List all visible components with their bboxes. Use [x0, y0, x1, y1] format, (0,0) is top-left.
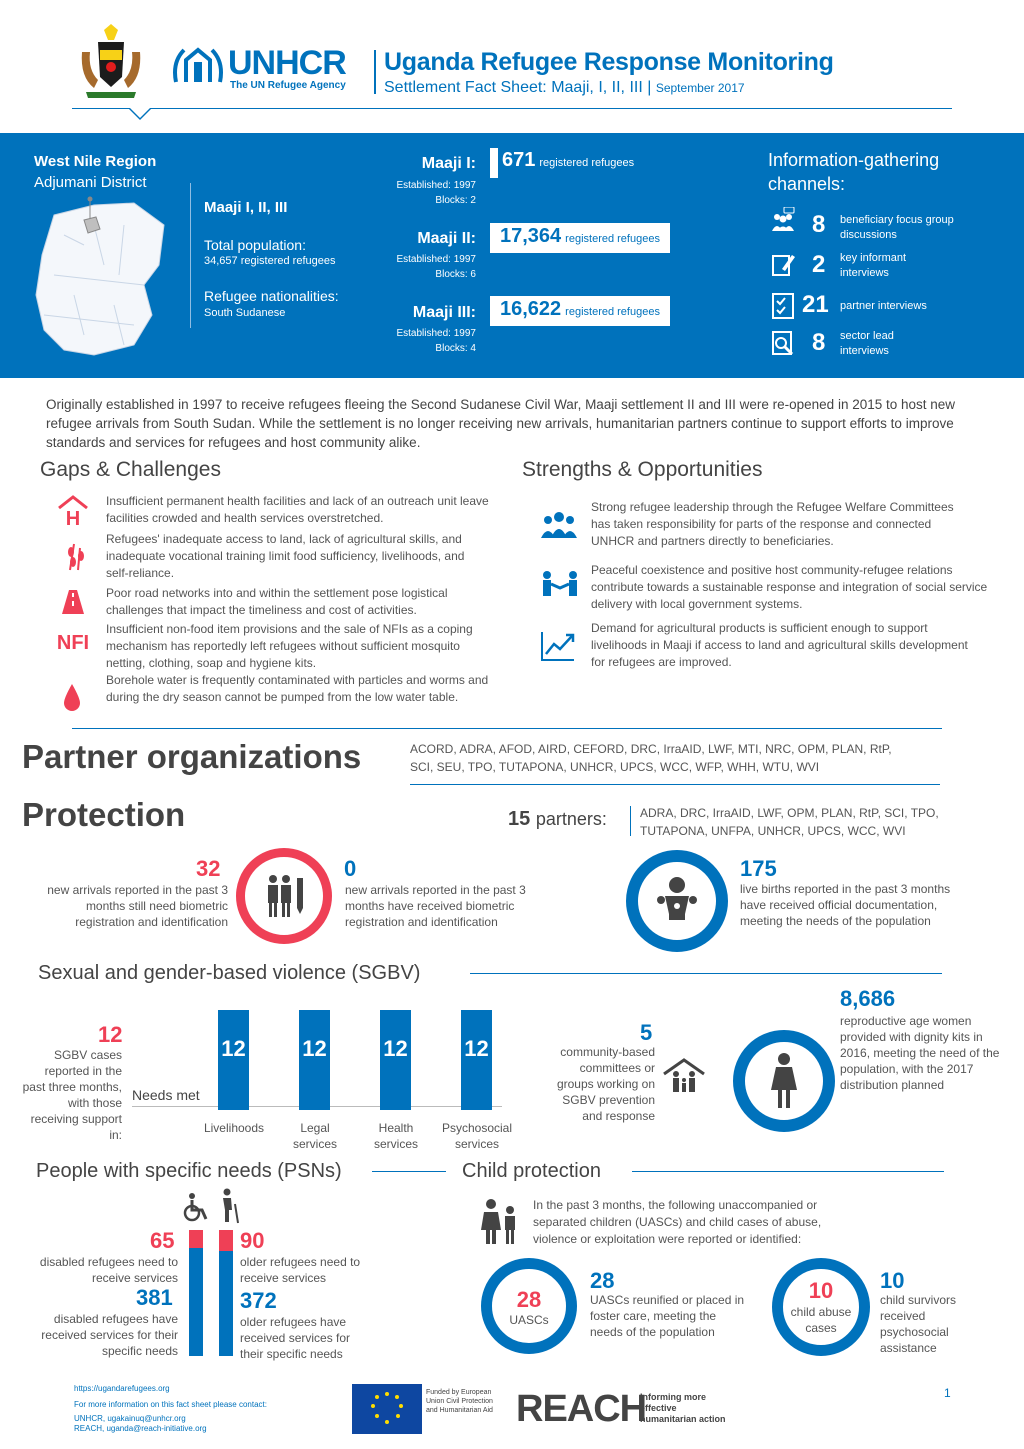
nationalities-label: Refugee nationalities:	[204, 288, 339, 304]
nationalities-value: South Sudanese	[204, 307, 286, 319]
channel-4-label: sector lead interviews	[840, 330, 894, 357]
disabled-received-text: disabled refugees have received services for their specific needs	[41, 1312, 178, 1358]
unhcr-wordmark: UNHCR	[228, 44, 346, 82]
sgbv-rule	[470, 973, 942, 974]
psn-title: People with specific needs (PSNs)	[36, 1160, 342, 1182]
elderly-need-number: 90	[240, 1228, 265, 1253]
district-name: Adjumani District	[34, 174, 147, 191]
settlement-2-established: Established: 1997	[396, 254, 476, 265]
elderly-received-number: 372	[240, 1288, 277, 1313]
settlement-1-pop: 671 registered refugees	[502, 149, 635, 171]
channel-3-num: 21	[802, 291, 829, 318]
women-text: reproductive age women provided with dignity kits in 2016, meeting the need of the population, with the 2017 distribution planned	[840, 1014, 1000, 1092]
settlement-1-name: Maaji I:	[421, 155, 476, 172]
settlement-2-blocks: Blocks: 6	[435, 269, 476, 280]
gap-item-1: Insufficient permanent health facilities and lack of an outreach unit leave facilities crowded and health services overstretched.	[106, 494, 489, 525]
channel-2-label: key informant interviews	[840, 252, 907, 279]
sgbv-bar-1: 12	[218, 1010, 249, 1110]
needs-met-label: Needs met	[132, 1087, 200, 1103]
header-caret-inner	[130, 108, 150, 118]
abuse-number: 10	[808, 1278, 834, 1303]
uganda-coat-of-arms	[76, 22, 146, 102]
abuse-result-number: 10	[880, 1268, 905, 1293]
gap-item-4: Insufficient non-food item provisions and the sale of NFIs as a coping mechanism has reportedly left refugees without sufficient mosquito netting, clothing, soap and hygiene kits.	[106, 622, 473, 670]
gap-item-2: Refugees' inadequate access to land, lack of agricultural skills, and inadequate vocational training limit food sufficiency, livelihoods, and self-reliance.	[106, 532, 465, 580]
people-pen-icon	[264, 874, 308, 920]
footer-url[interactable]: https://ugandarefugees.org	[74, 1384, 170, 1393]
nfi-icon: NFI	[56, 632, 90, 654]
channel-2-num: 2	[812, 251, 826, 278]
settlement-name: Maaji I, II, III	[204, 199, 288, 216]
sgbv-groups-number: 5	[640, 1020, 653, 1045]
footer-contact-reach[interactable]: REACH, uganda@reach-initiative.org	[74, 1424, 207, 1433]
header-rule	[72, 108, 952, 109]
settlement-1-blocks: Blocks: 2	[435, 195, 476, 206]
strength-item-1: Strong refugee leadership through the Refugee Welfare Committees has taken responsibility for parts of the response and connected UNHCR and partners directly to beneficiaries.	[591, 500, 954, 548]
strength-item-2: Peaceful coexistence and positive host community-refugee relations contribute towards a sustainable response and integration of social service delivery with local government systems.	[591, 563, 988, 611]
stat-2-text: new arrivals reported in the past 3 months have received biometric registration and identification	[345, 883, 526, 929]
total-pop-label: Total population:	[204, 237, 306, 253]
disabled-received-number: 381	[136, 1285, 173, 1310]
clipboard-pen-icon	[770, 251, 796, 277]
settlement-2-pop: 17,364 registered refugees	[490, 223, 670, 253]
settlement-1-established: Established: 1997	[396, 180, 476, 191]
settlement-3-established: Established: 1997	[396, 328, 476, 339]
checklist-icon	[770, 291, 796, 319]
uasc-result-text: UASCs reunified or placed in foster care, meeting the needs of the population	[590, 1293, 745, 1339]
sgbv-bar-label-2: Legal services	[292, 1121, 337, 1151]
uganda-map	[24, 195, 174, 365]
channels-title: Information-gathering channels:	[768, 150, 940, 194]
channel-1-num: 8	[812, 211, 826, 238]
stat-3-text: live births reported in the past 3 months have received official documentation, meeting the needs of the population	[740, 882, 951, 928]
sgbv-bar-label-4: Psychosocial services	[441, 1121, 513, 1151]
psn-rule	[372, 1171, 446, 1172]
sgbv-groups-text: community-based committees or groups working on SGBV prevention and response	[556, 1045, 655, 1123]
strengths-title: Strengths & Opportunities	[522, 458, 763, 481]
unhcr-logo	[170, 42, 365, 94]
partners-title: Partner organizations	[22, 738, 362, 775]
women-number: 8,686	[840, 986, 896, 1011]
page-subtitle: Settlement Fact Sheet: Maaji, I, II, III | September 2017	[384, 79, 745, 96]
disabled-need-text: disabled refugees need to receive services	[39, 1255, 178, 1285]
community-icon	[540, 510, 578, 540]
channel-4-num: 8	[812, 329, 826, 356]
section-rule-1	[72, 728, 942, 729]
abuse-label: child abuse cases	[790, 1305, 852, 1335]
sgbv-bar-2: 12	[299, 1010, 330, 1110]
sgbv-bar-label-3: Health services	[373, 1121, 418, 1151]
gap-item-3: Poor road networks into and within the settlement pose logistical challenges that impact the timeliness and cost of activities.	[106, 586, 448, 617]
reach-logo: REACH	[516, 1388, 647, 1430]
water-drop-icon	[62, 682, 82, 712]
uasc-result-number: 28	[590, 1268, 615, 1293]
child-rule	[632, 1171, 944, 1172]
svg-text:H: H	[65, 508, 81, 528]
stat-1-number: 32	[196, 856, 221, 881]
channel-1-label: beneficiary focus group discussions	[840, 214, 954, 241]
elderly-bar	[219, 1230, 233, 1356]
handshake-icon	[540, 570, 580, 598]
sgbv-title: Sexual and gender-based violence (SGBV)	[38, 962, 421, 984]
elderly-icon	[218, 1188, 240, 1224]
child-title: Child protection	[462, 1160, 601, 1182]
hospital-icon	[56, 494, 90, 528]
protection-divider	[630, 806, 631, 836]
road-icon	[58, 588, 88, 614]
protection-partners-count: 15 partners:	[508, 808, 607, 830]
partners-list: ACORD, ADRA, AFOD, AIRD, CEFORD, DRC, IrraAID, LWF, MTI, NRC, OPM, PLAN, RtP, SCI, SEU, TPO, TUTAPONA, UNHCR, UPCS, WCC, WFP, WHH, WTU, WVI	[410, 742, 892, 774]
stat-1-text: new arrivals reported in the past 3 months still need biometric registration and identification	[47, 883, 228, 929]
disabled-need-number: 65	[150, 1228, 175, 1253]
uasc-label: UASCs	[509, 1313, 549, 1327]
protection-partners-list: ADRA, DRC, IrraAID, LWF, OPM, PLAN, RtP, SCI, TPO, TUTAPONA, UNFPA, UNHCR, UPCS, WCC, WVI	[640, 806, 939, 838]
uasc-number: 28	[516, 1287, 542, 1312]
overview-band	[0, 133, 1024, 378]
sgbv-cases-text: SGBV cases reported in the past three months, with those receiving support in:	[22, 1048, 122, 1142]
abuse-result-text: child survivors received psychosocial assistance	[880, 1293, 957, 1355]
band-divider	[190, 183, 191, 328]
elderly-received-text: older refugees have received services for their specific needs	[240, 1315, 351, 1361]
disabled-bar	[189, 1230, 203, 1356]
stat-2-number: 0	[344, 856, 357, 881]
woman-icon	[770, 1052, 798, 1110]
footer-contact-unhcr[interactable]: UNHCR, ugakainuq@unhcr.org	[74, 1414, 186, 1423]
unhcr-tagline: The UN Refugee Agency	[230, 80, 346, 91]
page-number: 1	[944, 1386, 951, 1400]
funded-by-text: Funded by European Union Civil Protection and Humanitarian Aid	[426, 1389, 493, 1414]
reach-tagline: Informing more effective humanitarian action	[640, 1392, 726, 1424]
channel-3-label: partner interviews	[840, 300, 927, 312]
children-icon	[480, 1198, 520, 1246]
header-divider	[374, 50, 376, 94]
page-title: Uganda Refugee Response Monitoring	[384, 48, 834, 76]
child-intro: In the past 3 months, the following unaccompanied or separated children (UASCs) and child cases of abuse, violence or exploitation were reported or identified:	[533, 1198, 822, 1246]
family-icon	[662, 1058, 706, 1094]
sgbv-bar-label-1: Livelihoods	[203, 1121, 265, 1135]
sgbv-cases-number: 12	[98, 1022, 123, 1047]
sgbv-bar-4: 12	[461, 1010, 492, 1110]
growth-chart-icon	[540, 630, 576, 662]
gaps-title: Gaps & Challenges	[40, 458, 221, 481]
settlement-1-pop-bar	[490, 148, 498, 178]
protection-title: Protection	[22, 796, 186, 833]
region-name: West Nile Region	[34, 153, 157, 170]
total-pop-value: 34,657 registered refugees	[204, 255, 336, 267]
section-rule-2	[410, 784, 940, 785]
settlement-2-name: Maaji II:	[417, 230, 476, 247]
settlement-3-blocks: Blocks: 4	[435, 343, 476, 354]
elderly-need-text: older refugees need to receive services	[240, 1255, 361, 1285]
baby-icon	[656, 876, 698, 924]
gap-item-5: Borehole water is frequently contaminated with particles and worms and during the dry season cannot be pumped from the low water table.	[106, 673, 489, 704]
search-doc-icon	[770, 329, 796, 357]
footer-contact-label: For more information on this fact sheet please contact:	[74, 1400, 267, 1409]
strength-item-3: Demand for agricultural products is sufficient enough to support livelihoods in Maaji if access to land and agricultural skills development for refugees are improved.	[591, 621, 968, 669]
settlement-3-pop: 16,622 registered refugees	[490, 296, 670, 326]
wheelchair-icon	[180, 1192, 210, 1222]
group-icon	[770, 207, 796, 233]
settlement-3-name: Maaji III:	[412, 304, 476, 321]
sgbv-bar-3: 12	[380, 1010, 411, 1110]
stat-3-number: 175	[740, 856, 777, 881]
eu-flag-logo	[352, 1384, 422, 1434]
intro-paragraph: Originally established in 1997 to receive refugees fleeing the Second Sudanese Civil War, Maaji settlement II and III were re-opened in 2015 to host new refugee arrivals from South Sudan. While the settlement is no longer receiving new arrivals, humanitarian partners continue to support efforts to improve standards and services for refugees and host community alike.	[46, 397, 956, 450]
wheat-icon	[60, 540, 88, 572]
